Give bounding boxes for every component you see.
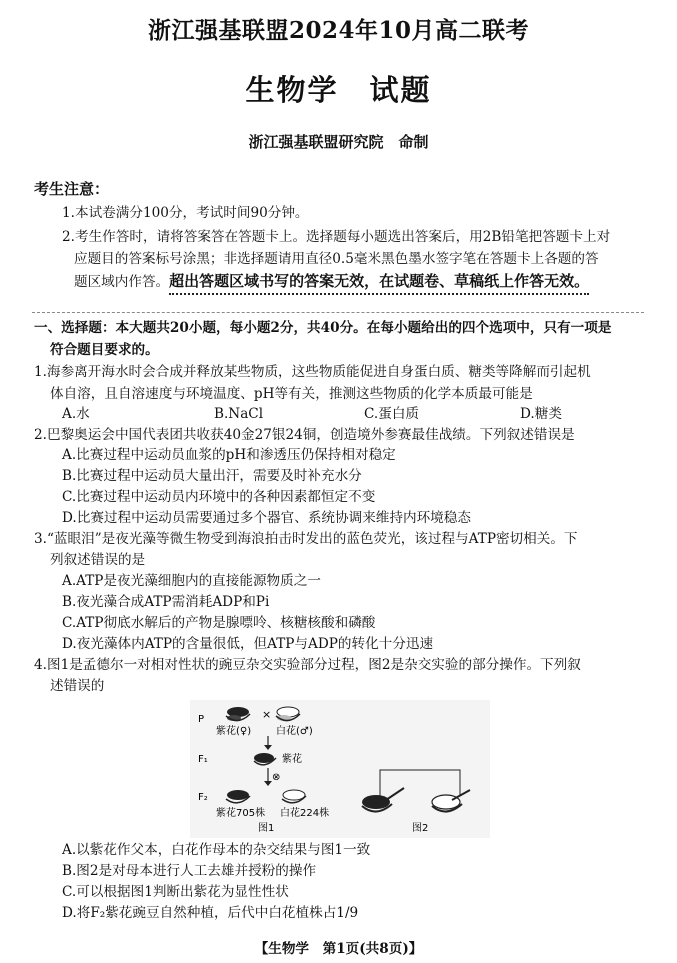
q2-option-c: C.比赛过程中运动员内环境中的各种因素都恒定不变 bbox=[62, 489, 376, 505]
f2-white-label: 白花224株 bbox=[280, 808, 330, 819]
parent-white-label: 白花(♂) bbox=[276, 726, 313, 737]
cross-figure bbox=[190, 700, 490, 838]
notice-item-2-line-1: 2.考生作答时，请将答案答在答题卡上。选择题每小题选出答案后，用2B铅笔把答题卡上对 bbox=[62, 229, 611, 245]
q2-option-a: A.比赛过程中运动员血浆的pH和渗透压仍保持相对稳定 bbox=[62, 447, 396, 463]
notice-emphasis: 超出答题区域书写的答案无效，在试题卷、草稿纸上作答无效。 bbox=[169, 272, 589, 295]
q4-stem-line-2: 述错误的 bbox=[50, 678, 105, 694]
q1-option-b: B.NaCl bbox=[214, 406, 264, 422]
q1-option-d: D.糖类 bbox=[520, 406, 562, 422]
gen-f2-label: F₂ bbox=[198, 792, 208, 803]
q4-option-b: B.图2是对母本进行人工去雄并授粉的操作 bbox=[62, 863, 317, 879]
page-footer: 【生物学 第1页(共8页)】 bbox=[254, 941, 423, 957]
section-heading-line-2: 符合题目要求的。 bbox=[50, 342, 159, 358]
q2-option-d: D.比赛过程中运动员需要通过多个器官、系统协调来维持内环境稳态 bbox=[62, 510, 471, 526]
notice-plain-text: 题区域内作答。 bbox=[74, 274, 170, 290]
exam-title: 浙江强基联盟2024年10月高二联考 bbox=[147, 17, 530, 44]
parent-purple-label: 紫花(♀) bbox=[216, 726, 252, 737]
gen-f1-label: F₁ bbox=[198, 754, 208, 765]
section-heading bbox=[34, 318, 611, 338]
section-heading-bold: 一、选择题：本大题共20小题，每小题2分，共40分。 bbox=[34, 320, 367, 336]
section-divider bbox=[32, 312, 644, 313]
fig1-caption: 图1 bbox=[258, 823, 275, 834]
gen-p-label: P bbox=[198, 714, 205, 725]
q1-stem-line-1: 1.海参离开海水时会合成并释放某些物质，这些物质能促进自身蛋白质、糖类等降解而引起机 bbox=[34, 364, 591, 380]
notice-heading: 考生注意： bbox=[34, 180, 110, 198]
q2-option-b: B.比赛过程中运动员大量出汗，需要及时补充水分 bbox=[62, 468, 362, 484]
author-line: 浙江强基联盟研究院 命制 bbox=[248, 133, 429, 151]
q2-stem: 2.巴黎奥运会中国代表团共收获40金27银24铜，创造境外参赛最佳战绩。下列叙述错误是 bbox=[34, 427, 575, 443]
subject-title: 生物学 试题 bbox=[245, 73, 432, 107]
q1-option-c: C.蛋白质 bbox=[364, 406, 420, 422]
q3-option-a: A.ATP是夜光藻细胞内的直接能源物质之一 bbox=[62, 573, 321, 589]
q4-option-d: D.将F₂紫花豌豆自然种植，后代中白花植株占1/9 bbox=[62, 905, 359, 921]
f2-purple-label: 紫花705株 bbox=[216, 808, 266, 819]
q4-stem-line-1: 4.图1是孟德尔一对相对性状的豌豆杂交实验部分过程，图2是杂交实验的部分操作。下列叙 bbox=[34, 657, 581, 673]
q4-option-c: C.可以根据图1判断出紫花为显性性状 bbox=[62, 884, 289, 900]
selfing-symbol: ⊗ bbox=[272, 772, 281, 783]
q1-stem-line-2: 体自溶，且自溶速度与环境温度、pH等有关，推测这些物质的化学本质最可能是 bbox=[50, 386, 533, 402]
q3-stem-line-1: 3.“蓝眼泪”是夜光藻等微生物受到海浪拍击时发出的蓝色荧光，该过程与ATP密切相关。下 bbox=[34, 531, 578, 547]
notice-item-2-line-2: 应题目的答案标号涂黑；非选择题请用直径0.5毫米黑色墨水签字笔在答题卡上各题的答 bbox=[74, 251, 599, 267]
notice-item-1: 1.本试卷满分100分，考试时间90分钟。 bbox=[62, 205, 309, 221]
q3-stem-line-2: 列叙述错误的是 bbox=[50, 552, 146, 568]
q3-option-d: D.夜光藻体内ATP的含量很低，但ATP与ADP的转化十分迅速 bbox=[62, 636, 434, 652]
cross-symbol: × bbox=[262, 708, 272, 721]
notice-item-2-line-3 bbox=[74, 271, 589, 292]
q3-option-b: B.夜光藻合成ATP需消耗ADP和Pi bbox=[62, 594, 270, 610]
q1-option-a: A.水 bbox=[62, 406, 90, 422]
f1-label: 紫花 bbox=[282, 754, 302, 765]
q3-option-c: C.ATP彻底水解后的产物是腺嘌呤、核糖核酸和磷酸 bbox=[62, 615, 376, 631]
q4-option-a: A.以紫花作父本，白花作母本的杂交结果与图1一致 bbox=[62, 842, 371, 858]
fig2-caption: 图2 bbox=[412, 823, 429, 834]
section-heading-rest: 在每小题给出的四个选项中，只有一项是 bbox=[366, 320, 612, 336]
